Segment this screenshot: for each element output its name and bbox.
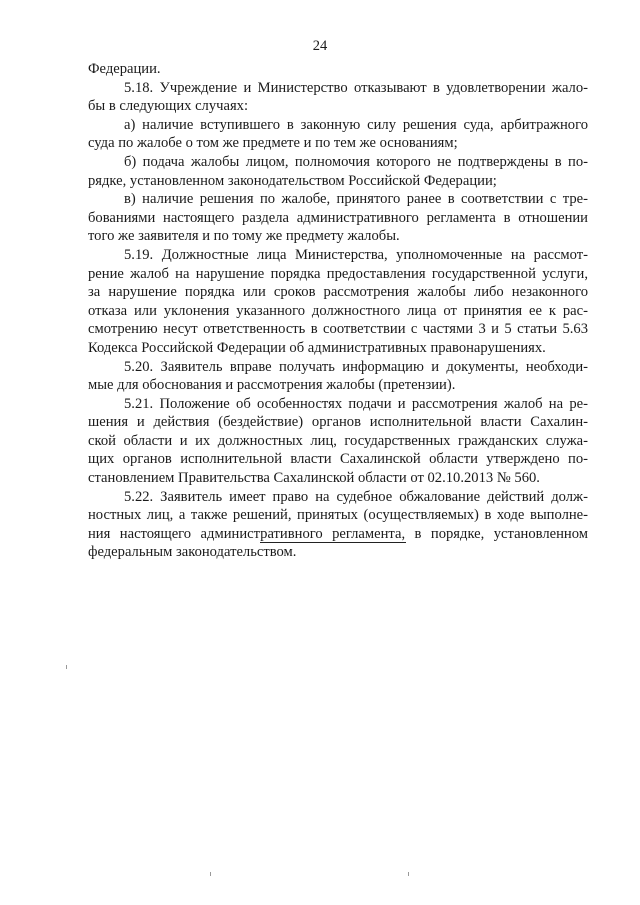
text-line: б) подача жалобы лицом, полномочия которого не подтверждены в по- bbox=[124, 153, 588, 170]
text-line: 5.19. Должностные лица Министерства, уполномоченные на рассмот- bbox=[124, 246, 588, 263]
text-line: в) наличие решения по жалобе, принятого ранее в соответствии с тре- bbox=[124, 191, 588, 208]
text-line: бы в следующих случаях: bbox=[88, 98, 249, 115]
scan-speck bbox=[408, 872, 409, 876]
text-line: Федерации. bbox=[88, 61, 161, 77]
text-line: 5.22. Заявитель имеет право на судебное обжалование действий долж- bbox=[124, 488, 588, 505]
text-line: суда по жалобе о том же предмете и по тем же основаниям; bbox=[88, 135, 458, 152]
text-line: щих органов исполнительной власти Сахалинской области утверждено по- bbox=[88, 451, 588, 468]
text-line: ния настоящего административного регламента, в порядке, установленном bbox=[88, 525, 588, 542]
scan-speck bbox=[210, 872, 211, 876]
text-line: рядке, установленном законодательством Российской Федерации; bbox=[88, 172, 497, 189]
text-line: а) наличие вступившего в законную силу решения суда, арбитражного bbox=[124, 116, 588, 133]
text-line: 5.21. Положение об особенностях подачи и рассмотрения жалоб на ре- bbox=[124, 395, 588, 412]
text-line: становлением Правительства Сахалинской области от 02.10.2013 № 560. bbox=[88, 470, 540, 487]
text-line: смотрению несут ответственность в соответствии с частями 3 и 5 статьи 5.63 bbox=[88, 321, 588, 338]
text-line: Кодекса Российской Федерации об административных правонарушениях. bbox=[88, 339, 546, 356]
text-line: 5.20. Заявитель вправе получать информацию и документы, необходи- bbox=[124, 358, 588, 375]
text-line: отказа или уклонения указанного должностного лица от принятия ее к рас- bbox=[88, 302, 588, 319]
text-line: того же заявителя и по тому же предмету жалобы. bbox=[88, 228, 400, 245]
scan-speck bbox=[66, 665, 67, 669]
text-line: за нарушение порядка или сроков рассмотрения жалобы либо незаконного bbox=[88, 284, 588, 301]
text-line: ностных лиц, а также решений, принятых (осуществляемых) в ходе выполне- bbox=[88, 507, 588, 524]
text-line: федеральным законодательством. bbox=[88, 544, 297, 561]
page-number: 24 bbox=[312, 38, 328, 54]
text-line: мые для обоснования и рассмотрения жалобы (претензии). bbox=[88, 377, 456, 394]
text-line: бованиями настоящего раздела административного регламента в отношении bbox=[88, 209, 588, 226]
text-line: рение жалоб на нарушение порядка предоставления государственной услуги, bbox=[88, 265, 588, 282]
end-separator-line bbox=[260, 542, 406, 543]
text-line: ской области и их должностных лиц, государственных гражданских служа- bbox=[88, 432, 588, 449]
text-line: 5.18. Учреждение и Министерство отказывают в удовлетворении жало- bbox=[124, 79, 588, 96]
text-line: шения и действия (бездействие) органов исполнительной власти Сахалин- bbox=[88, 414, 588, 431]
document-body bbox=[88, 60, 588, 562]
